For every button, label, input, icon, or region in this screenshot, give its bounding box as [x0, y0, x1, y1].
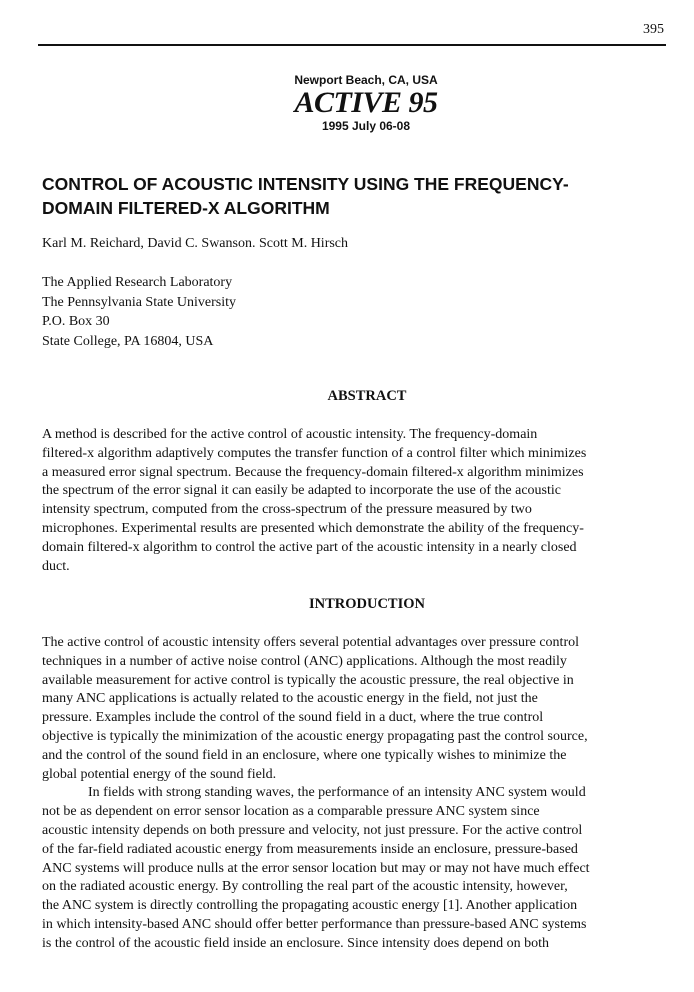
introduction-body [42, 634, 662, 954]
authors: Karl M. Reichard, David C. Swanson. Scott M. Hirsch [42, 236, 349, 251]
intro-line: many ANC applications is actually related to the acoustic energy in the field, not just the [42, 691, 538, 707]
intro-line: and the control of the sound field in an enclosure, where one typically wishes to minimize the [42, 747, 567, 763]
abstract-line: filtered-x algorithm adaptively computes the transfer function of a control filter which minimizes [42, 445, 587, 461]
intro-line: global potential energy of the sound field. [42, 766, 277, 782]
intro-line: of the far-field radiated acoustic energy from measurements inside an enclosure, pressure-based [42, 841, 578, 857]
conference-header [0, 72, 694, 134]
abstract-line: domain filtered-x algorithm to control the active part of the acoustic intensity in a nearly closed [42, 539, 577, 555]
abstract-line: a measured error signal spectrum. Because the frequency-domain filtered-x algorithm minimizes [42, 464, 584, 480]
affiliation-line: The Applied Research Laboratory [42, 275, 233, 290]
intro-line: the ANC system is directly controlling the propagating acoustic energy [1]. Another application [42, 898, 578, 914]
intro-line: is the control of the acoustic field inside an enclosure. Since intensity does depend on both [42, 935, 549, 951]
paper-title [42, 172, 642, 220]
intro-line: acoustic intensity depends on both pressure and velocity, not just pressure. For the active control [42, 822, 583, 838]
header-rule [38, 44, 666, 46]
intro-line: available measurement for active control is typically the acoustic pressure, the real objective in [42, 672, 574, 688]
affiliation-line: P.O. Box 30 [42, 314, 110, 329]
abstract-heading: ABSTRACT [327, 388, 407, 404]
intro-line: pressure. Examples include the control of the sound field in a duct, where the true control [42, 710, 544, 726]
intro-line: on the radiated acoustic energy. By controlling the real part of the acoustic intensity, however, [42, 879, 568, 895]
conference-name: ACTIVE 95 [294, 86, 438, 119]
abstract-line: duct. [42, 558, 70, 574]
intro-line: objective is typically the minimization of the acoustic energy propagating past the control source, [42, 728, 588, 744]
affiliation [42, 273, 236, 351]
abstract-line: the spectrum of the error signal it can easily be adapted to incorporate the use of the acoustic [42, 483, 561, 499]
intro-line: in which intensity-based ANC should offer better performance than pressure-based ANC systems [42, 916, 587, 932]
intro-line: techniques in a number of active noise control (ANC) applications. Although the most readily [42, 653, 567, 669]
page-number: 395 [643, 22, 664, 37]
conference-dates: 1995 July 06-08 [321, 119, 411, 133]
abstract-line: A method is described for the active control of acoustic intensity. The frequency-domain [42, 427, 538, 442]
intro-line: not be as dependent on error sensor location as a comparable pressure ANC system since [42, 804, 540, 820]
paper-title-line: DOMAIN FILTERED-X ALGORITHM [42, 198, 330, 218]
abstract-line: microphones. Experimental results are presented which demonstrate the ability of the frequency- [42, 520, 584, 536]
conference-location: Newport Beach, CA, USA [294, 73, 438, 87]
introduction-heading: INTRODUCTION [308, 596, 425, 612]
affiliation-line: State College, PA 16804, USA [42, 333, 214, 349]
affiliation-line: The Pennsylvania State University [42, 294, 237, 310]
abstract-line: intensity spectrum, computed from the cross-spectrum of the pressure measured by two [42, 502, 532, 518]
intro-line: The active control of acoustic intensity offers several potential advantages over pressure control [42, 635, 579, 650]
intro-line: In fields with strong standing waves, the performance of an intensity ANC system would [88, 785, 586, 801]
abstract-body [42, 426, 662, 576]
paper-title-line: CONTROL OF ACOUSTIC INTENSITY USING THE FREQUENCY- [42, 174, 569, 194]
intro-line: ANC systems will produce nulls at the error sensor location but may or may not have much effect [42, 860, 590, 876]
